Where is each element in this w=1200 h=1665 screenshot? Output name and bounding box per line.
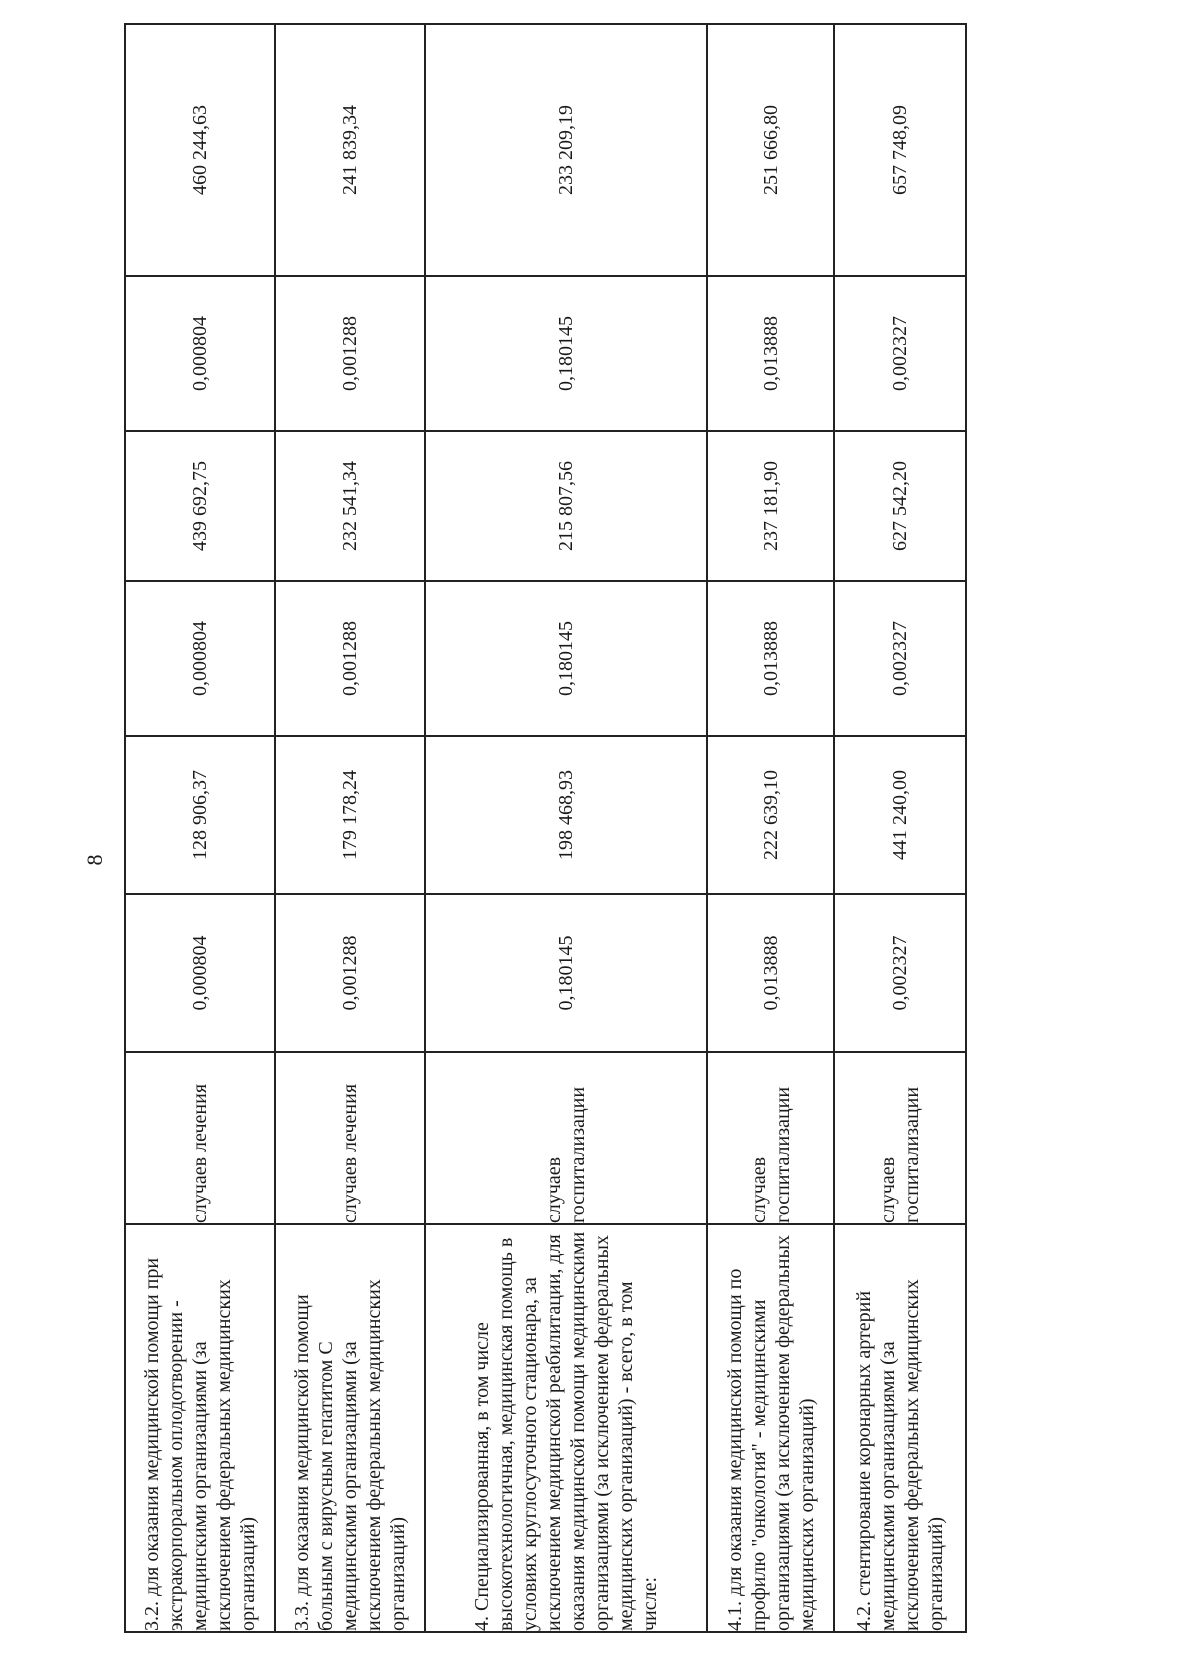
value-cell: 441 240,00	[834, 736, 966, 894]
value-cell: 0,180145	[425, 276, 707, 431]
unit-cell: случаев лечения	[275, 1052, 425, 1224]
unit-cell: случаев госпитализации	[425, 1052, 707, 1224]
value-cell: 460 244,63	[125, 24, 275, 276]
table-row	[425, 24, 707, 1632]
unit-cell: случаев лечения	[125, 1052, 275, 1224]
row-name-cell: 4.1. для оказания медицинской помощи по профилю "онкология" - медицинскими организациями (за исключением федеральных медицинских организаций)	[707, 1224, 834, 1632]
value-cell: 0,013888	[707, 581, 834, 736]
value-cell: 657 748,09	[834, 24, 966, 276]
unit-cell: случаев госпитализации	[834, 1052, 966, 1224]
value-cell: 0,001288	[275, 894, 425, 1052]
value-cell: 0,002327	[834, 894, 966, 1052]
value-cell: 0,002327	[834, 581, 966, 736]
value-cell: 241 839,34	[275, 24, 425, 276]
value-cell: 233 209,19	[425, 24, 707, 276]
value-cell: 0,001288	[275, 581, 425, 736]
value-cell: 0,000804	[125, 894, 275, 1052]
value-cell: 627 542,20	[834, 431, 966, 581]
value-cell: 0,000804	[125, 276, 275, 431]
unit-cell: случаев госпитализации	[707, 1052, 834, 1224]
value-cell: 128 906,37	[125, 736, 275, 894]
table-row	[275, 24, 425, 1632]
value-cell: 0,180145	[425, 581, 707, 736]
table-row	[125, 24, 275, 1632]
table-row	[834, 24, 966, 1632]
value-cell: 0,001288	[275, 276, 425, 431]
value-cell: 0,180145	[425, 894, 707, 1052]
value-cell: 179 178,24	[275, 736, 425, 894]
standards-table	[124, 23, 967, 1633]
table-row	[707, 24, 834, 1632]
value-cell: 232 541,34	[275, 431, 425, 581]
value-cell: 0,000804	[125, 581, 275, 736]
value-cell: 0,002327	[834, 276, 966, 431]
row-name-cell: 3.2. для оказания медицинской помощи при экстракорпоральном оплодотворении - медицинскими организациями (за исключением федеральных медицинских организаций)	[125, 1224, 275, 1632]
value-cell: 439 692,75	[125, 431, 275, 581]
value-cell: 215 807,56	[425, 431, 707, 581]
page-number: 8	[82, 854, 107, 866]
row-name-cell: 4. Специализированная, в том числе высокотехнологичная, медицинская помощь в условиях круглосуточного стационара, за исключением медицинской реабилитации, для оказания медицинской помощи медицинскими организациями (за исключением федеральных медицинских организаций) - всего, в том числе:	[425, 1224, 707, 1632]
value-cell: 251 666,80	[707, 24, 834, 276]
value-cell: 222 639,10	[707, 736, 834, 894]
value-cell: 0,013888	[707, 894, 834, 1052]
value-cell: 0,013888	[707, 276, 834, 431]
value-cell: 198 468,93	[425, 736, 707, 894]
value-cell: 237 181,90	[707, 431, 834, 581]
row-name-cell: 4.2. стентирование коронарных артерий медицинскими организациями (за исключением федеральных медицинских организаций)	[834, 1224, 966, 1632]
row-name-cell: 3.3. для оказания медицинской помощи больным с вирусным гепатитом С медицинскими организациями (за исключением федеральных медицинских организаций)	[275, 1224, 425, 1632]
